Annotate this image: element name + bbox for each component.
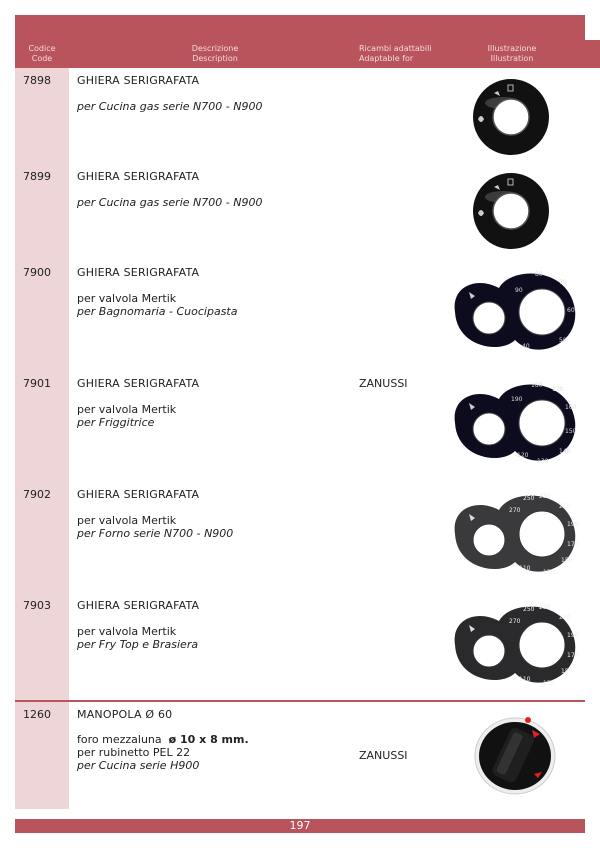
product-use: per Fry Top e Brasiera <box>77 638 199 651</box>
product-row <box>15 482 585 593</box>
product-row <box>15 164 585 262</box>
product-hole: foro mezzaluna ø 10 x 8 mm. <box>77 733 249 746</box>
tick-label: 190 <box>567 632 579 639</box>
product-use: per Cucina serie H900 <box>77 759 200 772</box>
tick-label: 170 <box>567 652 579 659</box>
product-valve: per valvola Mertik <box>77 625 177 638</box>
side-tab <box>585 40 600 68</box>
tick-label: 40 <box>522 343 530 350</box>
product-use: per Friggitrice <box>77 416 155 429</box>
product-title: GHIERA SERIGRAFATA <box>77 170 200 183</box>
tick-label: 180 <box>531 382 543 389</box>
product-title: GHIERA SERIGRAFATA <box>77 488 200 501</box>
page-number: 197 <box>289 819 311 832</box>
product-valve: per valvola Mertik <box>77 403 177 416</box>
product-row <box>15 371 585 482</box>
tick-label: 50 <box>559 337 567 344</box>
tick-label: 130 <box>543 569 555 576</box>
header-illustration: Illustrazione Illustration <box>487 44 537 63</box>
tick-label: 90 <box>515 287 523 294</box>
tick-label: 60 <box>567 307 575 314</box>
tick-label: 160 <box>565 404 577 411</box>
tick-label: 170 <box>552 386 564 393</box>
tick-label: 190 <box>511 396 523 403</box>
dual-bezel-illustration <box>447 488 581 578</box>
product-valve: per rubinetto PEL 22 <box>77 746 191 759</box>
product-code: 7900 <box>23 266 51 279</box>
dual-bezel-illustration <box>447 266 581 356</box>
tick-label: 120 <box>517 452 529 459</box>
tick-label: 270 <box>509 507 521 514</box>
tick-label: 190 <box>567 521 579 528</box>
tick-label: 270 <box>509 618 521 625</box>
product-valve: per valvola Mertik <box>77 292 177 305</box>
product-valve: per valvola Mertik <box>77 514 177 527</box>
tick-label: 130 <box>543 680 555 687</box>
product-row <box>15 702 585 809</box>
product-code: 7903 <box>23 599 51 612</box>
product-use: per Forno serie N700 - N900 <box>77 527 234 540</box>
tick-label: 150 <box>565 428 577 435</box>
tick-label: 250 <box>523 606 535 613</box>
product-code: 7899 <box>23 170 51 183</box>
product-row <box>15 260 585 371</box>
tick-label: 80 <box>535 271 543 278</box>
top-band <box>15 15 585 40</box>
tick-label: 210 <box>559 614 571 621</box>
tick-label: 230 <box>539 493 551 500</box>
table-header <box>15 40 585 68</box>
tick-label: 150 <box>561 557 573 564</box>
footer-bar <box>15 819 585 833</box>
bezel-illustration <box>466 77 556 157</box>
tick-label: 210 <box>559 503 571 510</box>
tick-label: 170 <box>567 541 579 548</box>
tick-label: 70 <box>559 279 567 286</box>
tick-label: 230 <box>539 604 551 611</box>
tick-label: 130 <box>537 458 549 465</box>
adaptable-brand: ZANUSSI <box>359 749 408 762</box>
header-adaptable: Ricambi adattabili Adaptable for <box>359 44 432 63</box>
tick-label: 110 <box>519 676 531 683</box>
product-use: per Cucina gas serie N700 - N900 <box>77 100 263 113</box>
product-code: 1260 <box>23 708 51 721</box>
product-title: GHIERA SERIGRAFATA <box>77 377 200 390</box>
header-code: Codice Code <box>28 44 56 63</box>
tick-label: 250 <box>523 495 535 502</box>
product-code: 7901 <box>23 377 51 390</box>
product-code: 7898 <box>23 74 51 87</box>
product-use: per Cucina gas serie N700 - N900 <box>77 196 263 209</box>
product-use: per Bagnomaria - Cuocipasta <box>77 305 238 318</box>
tick-label: 140 <box>559 448 571 455</box>
product-row <box>15 68 585 166</box>
bezel-illustration <box>466 171 556 251</box>
product-title: GHIERA SERIGRAFATA <box>77 266 200 279</box>
tick-label: 150 <box>561 668 573 675</box>
product-title: GHIERA SERIGRAFATA <box>77 74 200 87</box>
product-title: MANOPOLA Ø 60 <box>77 708 173 721</box>
dual-bezel-illustration <box>447 599 581 689</box>
product-row <box>15 593 585 701</box>
header-description: Descrizione Description <box>191 44 239 63</box>
product-title: GHIERA SERIGRAFATA <box>77 599 200 612</box>
tick-label: 110 <box>519 565 531 572</box>
dual-bezel-illustration <box>447 377 581 467</box>
adaptable-brand: ZANUSSI <box>359 377 408 390</box>
product-code: 7902 <box>23 488 51 501</box>
knob-illustration <box>470 712 560 798</box>
